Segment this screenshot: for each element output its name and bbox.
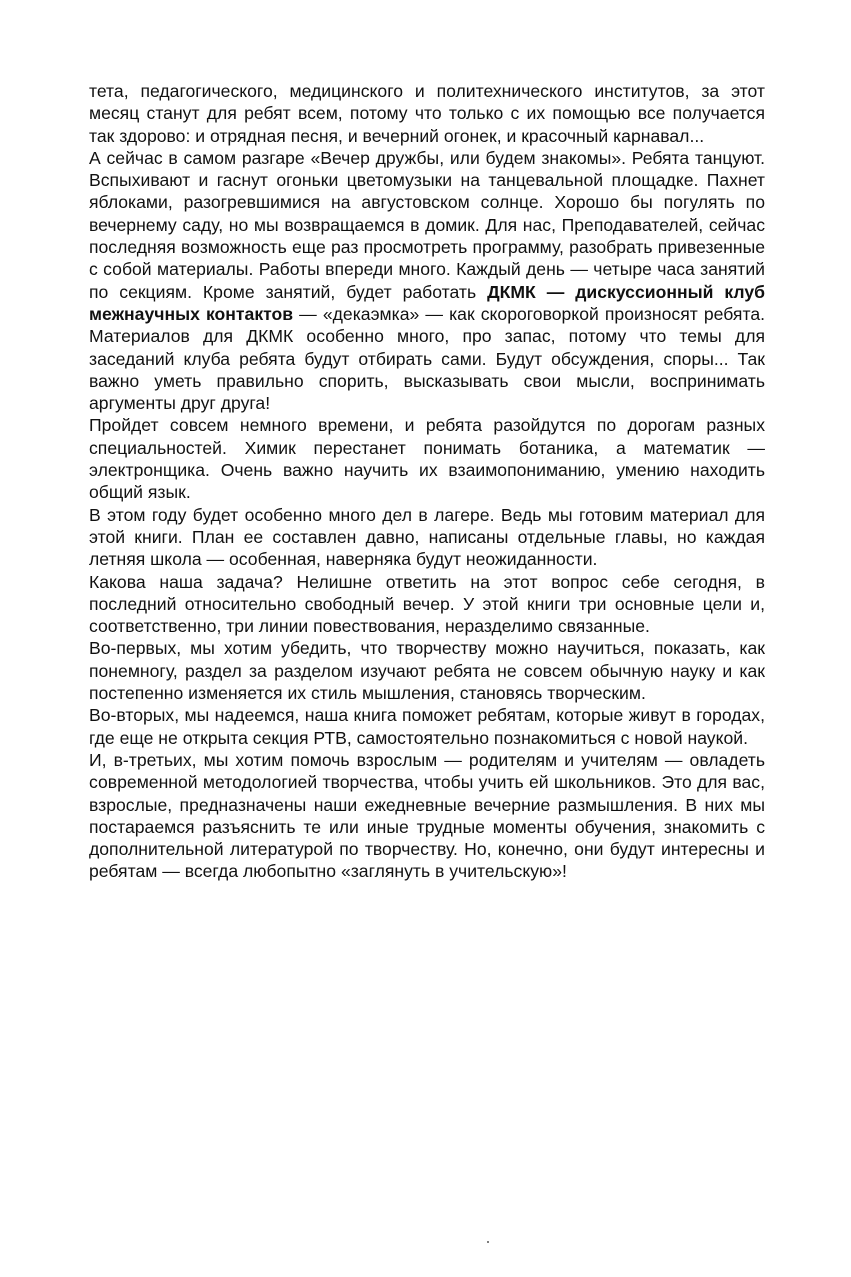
paragraph-7: Во-вторых, мы надеемся, наша книга поможет ребятам, которые живут в городах, где еще не открыта секция РТВ, самостоятельно познакомиться с новой наукой.	[89, 705, 765, 748]
paragraph-2-lead: А сейчас в самом разгаре «Вечер дружбы, или будем знакомы». Ребята танцуют. Вспыхивают и гаснут огоньки цветомузыки на танцевальной площадке. Пахнет яблоками, разогревшимися на августовском солнце. Хорошо бы погулять по вечернему саду, но мы возвращаемся в домик. Для нас, Преподавателей, сейчас последняя возможность еще раз просмотреть программу, разобрать привезенные с собой материалы. Работы впереди много. Каждый день — четыре часа занятий по секциям. Кроме занятий, будет работать	[89, 147, 765, 302]
dkmk-club-name: ДКМК — дискуссионный клуб межнаучных контактов	[89, 281, 765, 324]
scan-speck	[487, 1241, 489, 1243]
paragraph-2	[89, 147, 765, 415]
paragraph-8: И, в-третьих, мы хотим помочь взрослым — родителям и учителям — овладеть современной методологией творчества, чтобы учить ей школьников. Это для вас, взрослые, предназначены наши ежедневные вечерние размышления. В них мы постараемся разъяснить те или иные трудные моменты обучения, знакомить с дополнительной литературой по творчеству. Но, конечно, они будут интересны и ребятам — всегда любопытно «заглянуть в учительскую»!	[89, 749, 765, 882]
paragraph-6: Во-первых, мы хотим убедить, что творчеству можно научиться, показать, как понемногу, раздел за разделом изучают ребята не совсем обычную науку и как постепенно изменяется их стиль мышления, становясь творческим.	[89, 638, 765, 704]
page-text-block	[89, 80, 765, 883]
paragraph-1: тета, педагогического, медицинского и политехнического институтов, за этот месяц станут для ребят всем, потому что только с их помощью все получается так здорово: и отрядная песня, и вечерний огонек, и красочный карнавал...	[89, 81, 765, 146]
paragraph-2-tail: — «декаэмка» — как скороговоркой произносят ребята. Материалов для ДКМК особенно много, про запас, потому что темы для заседаний клуба ребята будут отбирать сами. Будут обсуждения, споры... Так важно уметь правильно спорить, высказывать свои мысли, воспринимать аргументы друг друга!	[89, 303, 765, 414]
paragraph-4: В этом году будет особенно много дел в лагере. Ведь мы готовим материал для этой книги. План ее составлен давно, написаны отдельные главы, но каждая летняя школа — особенная, наверняка будут неожиданности.	[89, 504, 765, 570]
paragraph-5: Какова наша задача? Нелишне ответить на этот вопрос себе сегодня, в последний относительно свободный вечер. У этой книги три основные цели и, соответственно, три линии повествования, неразделимо связанные.	[89, 571, 765, 637]
paragraph-3: Пройдет совсем немного времени, и ребята разойдутся по дорогам разных специальностей. Химик перестанет понимать ботаника, а математик — электронщика. Очень важно научить их взаимопониманию, умению находить общий язык.	[89, 415, 765, 503]
